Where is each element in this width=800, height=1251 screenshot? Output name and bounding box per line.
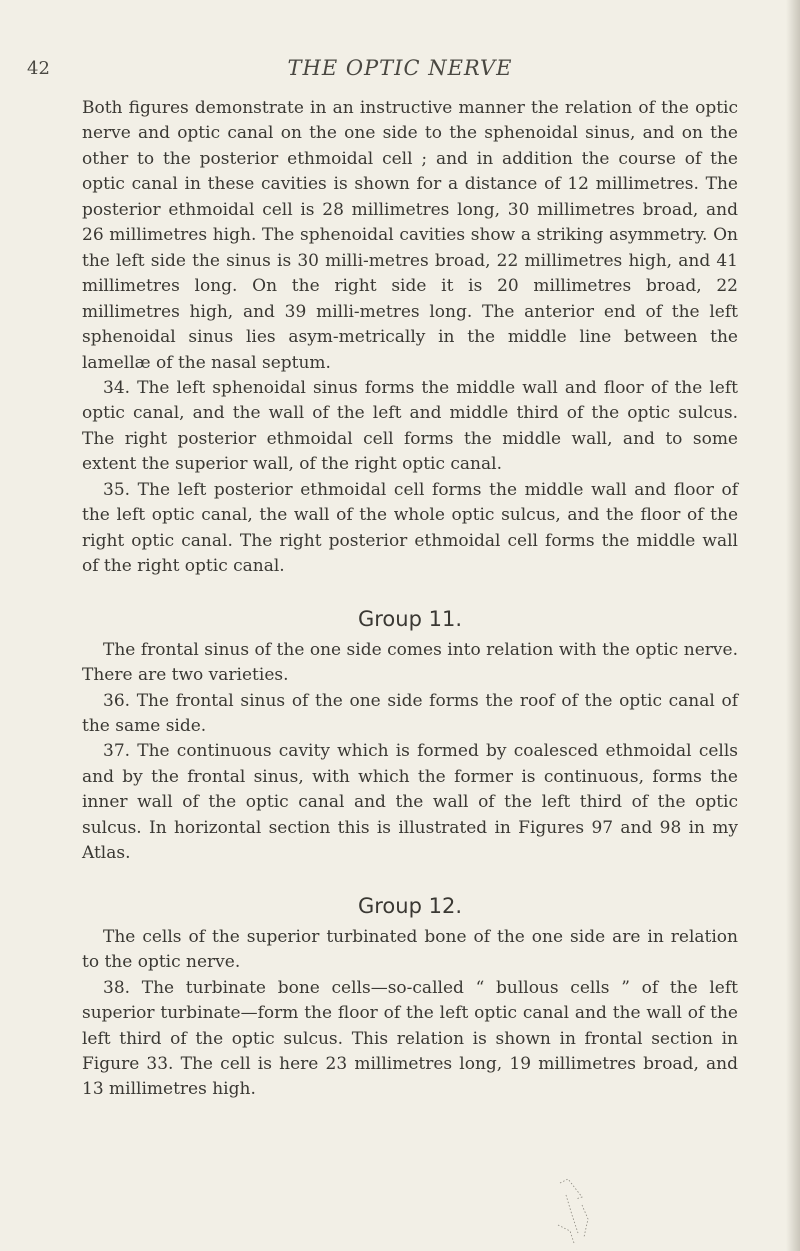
group-12-heading: Group 12. <box>357 893 462 918</box>
paragraph-35: 35. The left posterior ethmoidal cell forms the middle wall and floor of the left optic canal, the wall of the whole optic sulcus, and the floor of the right optic canal. The right posterior ethmoidal cell forms the middle wall of the right optic canal. <box>82 479 738 577</box>
group-12-intro: The cells of the superior turbinated bone of the one side are in relation to the optic nerve. <box>82 926 738 973</box>
running-title: THE OPTIC NERVE <box>287 56 513 80</box>
paragraph-37: 37. The continuous cavity which is formed by coalesced ethmoidal cells and by the frontal sinus, with which the former is continuous, forms the inner wall of the optic canal and the wall of the left third of the optic sulcus. In horizontal section this is illustrated in Figures 97 and 98 in my Atlas. <box>82 741 738 864</box>
ink-smudge-mark <box>548 1175 608 1245</box>
group-11-intro: The frontal sinus of the one side comes into relation with the optic nerve. There are two varieties. <box>82 639 738 686</box>
page-edge-shadow <box>786 0 800 1251</box>
paragraph-36: 36. The frontal sinus of the one side forms the roof of the optic canal of the same side. <box>82 690 738 736</box>
group-11-heading: Group 11. <box>357 606 462 631</box>
paragraph-34: 34. The left sphenoidal sinus forms the middle wall and floor of the left optic canal, and the wall of the left and middle third of the optic sulcus. The right posterior ethmoidal cell forms the middle wall, and to some extent the superior wall, of the right optic canal. <box>82 377 738 475</box>
page-number: 42 <box>27 58 50 79</box>
body-text <box>82 96 738 1103</box>
paragraph-intro: Both figures demonstrate in an instructive manner the relation of the optic nerve and optic canal on the one side to the sphenoidal sinus, and on the other to the posterior ethmoidal cell ; and in addition the course of the optic canal in these cavities is shown for a distance of 12 millimetres. The posterior ethmoidal cell is 28 millimetres long, 30 millimetres broad, and 26 millimetres high. The sphenoidal cavities show a striking asymmetry. On the left side the sinus is 30 milli-metres broad, 22 millimetres high, and 41 millimetres long. On the right side it is 20 millimetres broad, 22 millimetres high, and 39 milli-metres long. The anterior end of the left sphenoidal sinus lies asym-metrically in the middle line between the lamellæ of the nasal septum. <box>82 98 738 373</box>
paragraph-38: 38. The turbinate bone cells—so-called “ bullous cells ” of the left superior turbinate—form the floor of the left optic canal and the wall of the left third of the optic sulcus. This relation is shown in frontal section in Figure 33. The cell is here 23 millimetres long, 19 millimetres broad, and 13 millimetres high. <box>82 977 738 1100</box>
